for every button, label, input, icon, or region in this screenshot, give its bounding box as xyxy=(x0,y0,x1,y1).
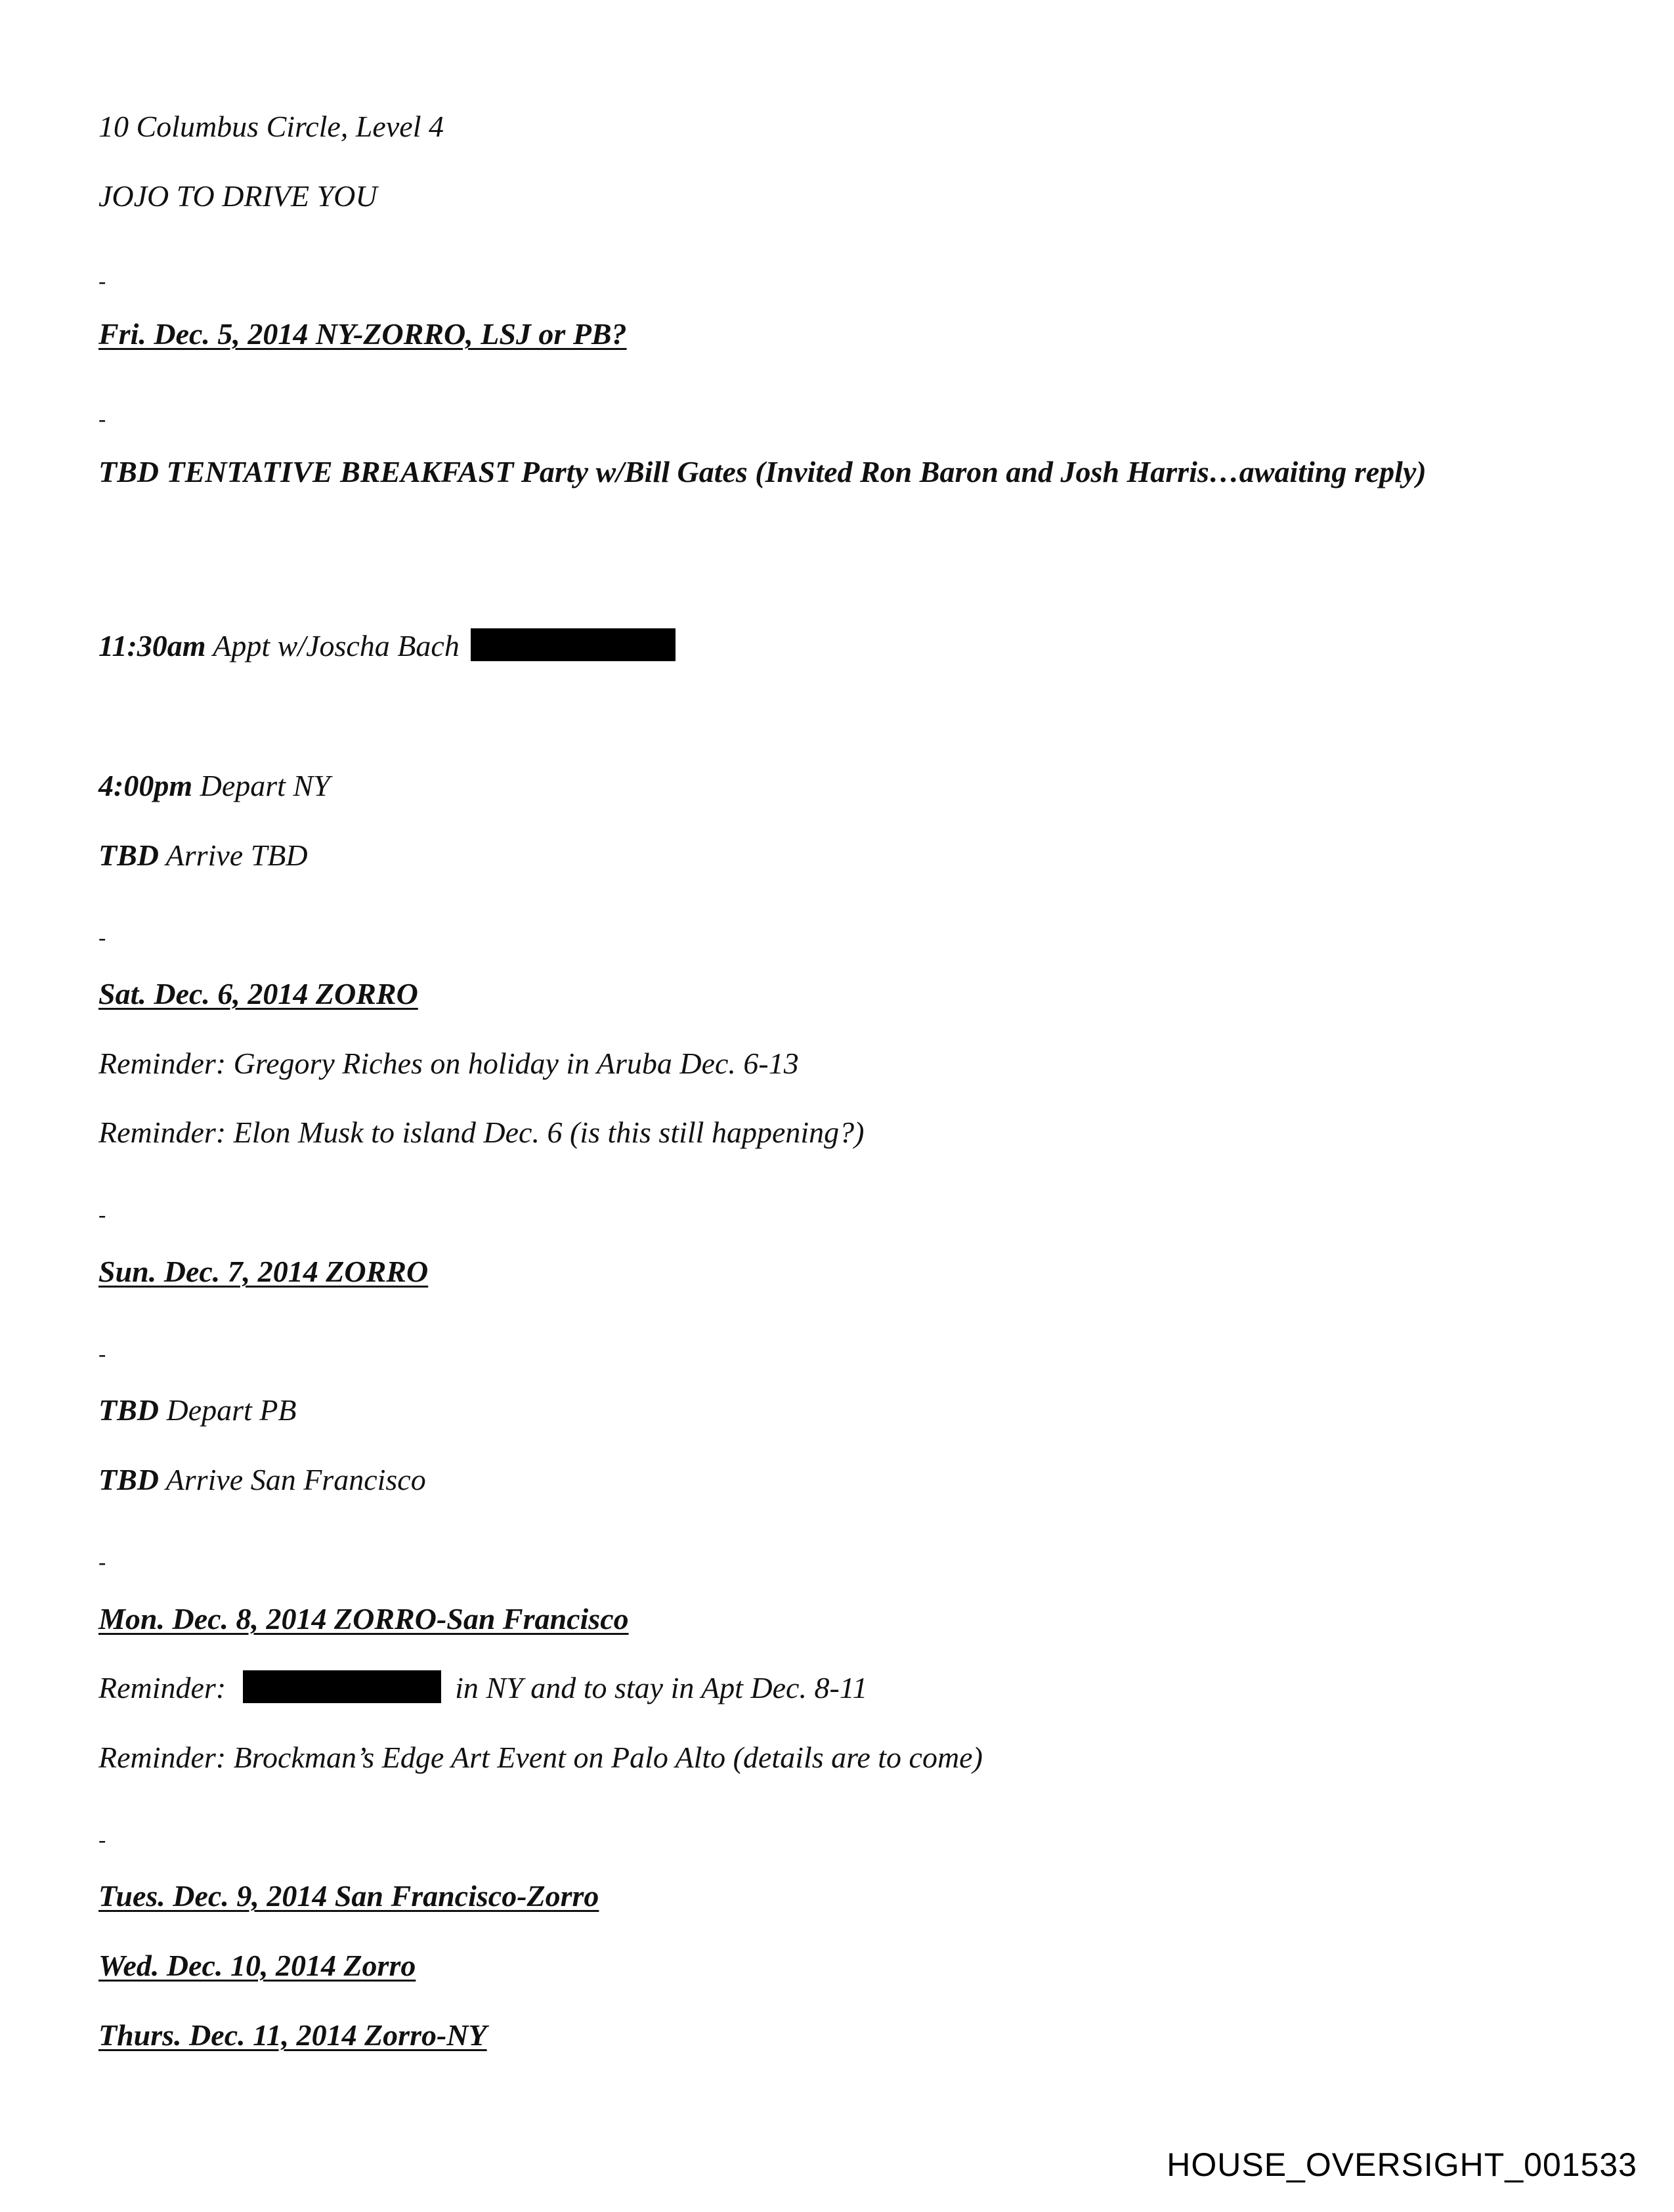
separator-dash: - xyxy=(98,1203,106,1227)
reminder-line: Reminder: Gregory Riches on holiday in Aruba Dec. 6-13 xyxy=(98,1047,799,1080)
arrive-tbd-entry xyxy=(98,836,308,875)
date-heading-dec-9: Tues. Dec. 9, 2014 San Francisco-Zorro xyxy=(98,1879,599,1913)
entry-time: TBD xyxy=(98,838,159,872)
entry-text: Arrive TBD xyxy=(165,838,308,872)
separator-dash: - xyxy=(98,269,106,293)
appointment-entry xyxy=(98,627,676,665)
address-line: 10 Columbus Circle, Level 4 xyxy=(98,110,444,143)
separator-dash: - xyxy=(98,926,106,950)
depart-pb-entry xyxy=(98,1391,297,1429)
entry-text: Arrive San Francisco xyxy=(165,1463,426,1496)
reminder-suffix: in NY and to stay in Apt Dec. 8-11 xyxy=(455,1671,868,1704)
entry-text: Depart NY xyxy=(200,769,330,802)
tentative-breakfast-entry: TBD TENTATIVE BREAKFAST Party w/Bill Gates (Invited Ron Baron and Josh Harris…awaiting reply) xyxy=(98,455,1427,488)
arrive-sf-entry xyxy=(98,1461,426,1499)
bates-number: HOUSE_OVERSIGHT_001533 xyxy=(1167,2146,1637,2183)
date-heading-dec-8: Mon. Dec. 8, 2014 ZORRO-San Francisco xyxy=(98,1602,629,1636)
separator-dash: - xyxy=(98,1342,106,1366)
reminder-line: Reminder: Elon Musk to island Dec. 6 (is this still happening?) xyxy=(98,1116,865,1149)
separator-dash: - xyxy=(98,1828,106,1852)
reminder-prefix: Reminder: xyxy=(98,1671,226,1704)
entry-time: TBD xyxy=(98,1393,159,1427)
reminder-line: Reminder: Brockman’s Edge Art Event on Palo Alto (details are to come) xyxy=(98,1741,983,1774)
entry-text: Appt w/Joscha Bach xyxy=(213,629,460,662)
separator-dash: - xyxy=(98,407,106,431)
depart-ny-entry xyxy=(98,767,330,805)
entry-time: 4:00pm xyxy=(98,769,193,802)
date-heading-dec-5: Fri. Dec. 5, 2014 NY-ZORRO, LSJ or PB? xyxy=(98,317,627,351)
reminder-line-redacted xyxy=(98,1669,867,1707)
date-heading-dec-11: Thurs. Dec. 11, 2014 Zorro-NY xyxy=(98,2018,487,2052)
redaction-block xyxy=(243,1670,441,1703)
date-heading-dec-10: Wed. Dec. 10, 2014 Zorro xyxy=(98,1949,416,1982)
entry-text: Depart PB xyxy=(166,1393,297,1427)
redaction-block xyxy=(471,628,676,661)
entry-time: 11:30am xyxy=(98,629,206,662)
separator-dash: - xyxy=(98,1550,106,1574)
date-heading-dec-7: Sun. Dec. 7, 2014 ZORRO xyxy=(98,1255,429,1288)
entry-time: TBD xyxy=(98,1463,159,1496)
driver-note: JOJO TO DRIVE YOU xyxy=(98,179,377,213)
date-heading-dec-6: Sat. Dec. 6, 2014 ZORRO xyxy=(98,977,418,1010)
